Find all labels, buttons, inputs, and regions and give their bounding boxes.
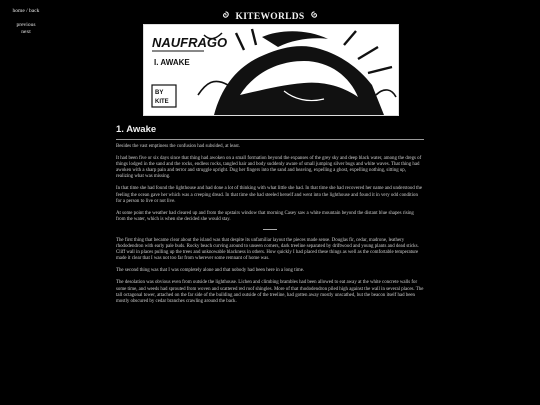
site-title-text: KITEWORLDS <box>235 12 305 23</box>
paragraph: Besides the vast emptiness the confusion had subsided, at least. <box>116 144 241 149</box>
paragraph: In that time she had found the lighthouse and had done a lot of thinking with what little she had. In that time she had recovered her name and understood the feeling the ocean gave her which was a creeping dread. In that time she had steeled herself and went into the lighthouse and found it in very odd condition for a person to live or not live. <box>116 186 422 204</box>
paragraph: The first thing that became clear about the island was that despite its unfamiliar layout the pieces made sense. Douglas fir, cedar, madrone, leathery rhododendron with early pale buds. Rocky beach curving around to unseen corners, dark treeline separated by driftwood and young plants and dead sticks. Cliff wall in places pulling up the trees and unknowable blackness in others. How quickly I had placed these things as well as the comfortable temperature made it clear that I was not too far from wherever some remnant of home was. <box>116 237 419 262</box>
chapter-banner-image <box>143 24 399 116</box>
home-back-link[interactable]: home / back <box>12 8 40 14</box>
story-content <box>116 144 424 311</box>
chapter-heading: 1. Awake <box>116 124 157 135</box>
section-divider <box>263 229 277 230</box>
banner-subtitle: I. AWAKE <box>154 58 190 67</box>
site-title[interactable] <box>0 11 540 23</box>
signature-kite: KITE <box>155 99 169 105</box>
next-link[interactable]: next <box>21 29 31 35</box>
paragraph: At some point the weather had cleared up and from the upstairs window that morning Casey saw a white mountain beyond the distant blue shapes rising from the water, which is when she decided she would stay. <box>116 210 414 222</box>
ink-figure <box>198 29 396 115</box>
signature-by: BY <box>155 90 164 96</box>
swirl-icon <box>310 11 319 23</box>
paragraph: The second thing was that I was completely alone and that nobody had been here in a long time. <box>116 268 305 274</box>
banner-illustration <box>144 25 398 115</box>
previous-link[interactable]: previous <box>16 22 36 28</box>
paragraph: It had been five or six days since that thing had awoken on a small formation beyond the expanses of the grey sky and deep black water, among the dregs of things lodged in the sand and the rocks, endless rocks, tangled hair and body suddenly aware of small jumping silver bugs and white waves. That thing had awoken with a sharp pain and terror and struggle upright. Dug her fingers into the sand and heaving, expelling a ghost, expelling nothing, sitting up, realizing what was missing. <box>116 156 422 180</box>
heading-rule <box>116 139 424 140</box>
swirl-icon <box>221 11 230 23</box>
paragraph: The desolation was obvious even from outside the lighthouse. Lichen and climbing brambles had been allowed to eat away at the white concrete walls for some time, and weeds had sprouted from woven and scattered red roof shingles. More of that rhododendron piled high against the wall in several places. The tall octagonal tower, attached on the far side of the building and outside of the treeline, had gotten away mostly unscathed, but the beacon itself had been mostly obscured by cedar branches crawling around the back. <box>116 280 424 304</box>
banner-title: NAUFRAGO <box>152 35 228 50</box>
